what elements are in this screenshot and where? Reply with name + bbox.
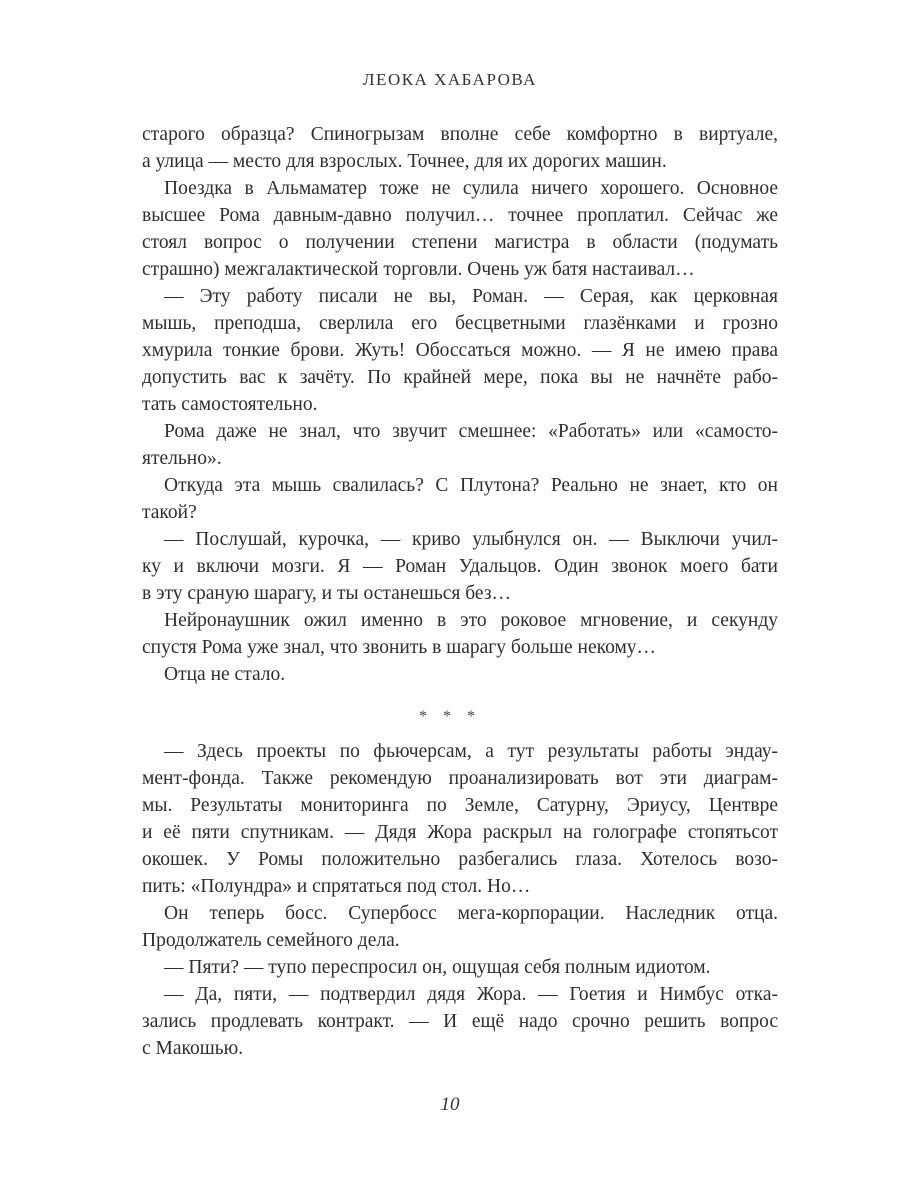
text-line: а улица — место для взрослых. Точнее, для их дорогих машин.	[142, 151, 667, 172]
text-line: Откуда эта мышь свалилась? С Плутона? Реально не знает, кто он	[164, 475, 778, 496]
text-line: — Да, пяти, — подтвердил дядя Жора. — Гоетия и Нимбус отка-	[164, 984, 778, 1005]
paragraph	[142, 981, 778, 1062]
text-line: — Послушай, курочка, — криво улыбнулся он. — Выключи учил-	[164, 529, 778, 550]
text-line: Нейронаушник ожил именно в это роковое мгновение, и секунду	[164, 610, 778, 631]
text-line: мы. Результаты мониторинга по Земле, Сатурну, Эриусу, Центвре	[142, 795, 778, 816]
paragraph	[142, 661, 778, 688]
text-line: ку и включи мозги. Я — Роман Удальцов. Один звонок моего бати	[142, 556, 778, 577]
text-line: окошек. У Ромы положительно разбегались глаза. Хотелось возо-	[142, 849, 778, 870]
running-head-author: ЛЕОКА ХАБАРОВА	[363, 70, 537, 89]
text-line: хмурила тонкие брови. Жуть! Обоссаться можно. — Я не имею права	[142, 340, 778, 361]
text-line: Продолжатель семейного дела.	[142, 930, 400, 951]
paragraph	[142, 954, 778, 981]
text-line: пить: «Полундра» и спрятаться под стол. Но…	[142, 876, 531, 897]
text-block-after-break	[142, 738, 778, 1062]
text-line: допустить вас к зачёту. По крайней мере, пока вы не начнёте рабо-	[142, 367, 778, 388]
paragraph	[142, 418, 778, 472]
text-line: высшее Рома давным-давно получил… точнее проплатил. Сейчас же	[142, 205, 778, 226]
text-line: — Пяти? — тупо переспросил он, ощущая себя полным идиотом.	[164, 957, 711, 978]
paragraph	[142, 472, 778, 526]
section-break: * * *	[419, 708, 481, 725]
paragraph	[142, 900, 778, 954]
text-block-before-break	[142, 121, 778, 688]
page-number: 10	[440, 1094, 460, 1115]
text-line: такой?	[142, 502, 197, 523]
paragraph	[142, 526, 778, 607]
text-line: — Здесь проекты по фьючерсам, а тут результаты работы эндау-	[164, 741, 778, 762]
paragraph	[142, 175, 778, 283]
text-line: Рома даже не знал, что звучит смешнее: «Работать» или «самосто-	[164, 421, 778, 442]
text-line: стоял вопрос о получении степени магистра в области (подумать	[142, 232, 778, 253]
text-line: тать самостоятельно.	[142, 394, 318, 415]
text-line: спустя Рома уже знал, что звонить в шарагу больше некому…	[142, 637, 657, 658]
paragraph	[142, 738, 778, 900]
paragraph	[142, 121, 778, 175]
paragraph	[142, 607, 778, 661]
text-line: в эту сраную шарагу, и ты останешься без…	[142, 583, 512, 604]
text-line: и её пяти спутникам. — Дядя Жора раскрыл на голографе стопятьсот	[142, 822, 778, 843]
text-line: мент-фонда. Также рекомендую проанализировать вот эти диаграм-	[142, 768, 778, 789]
text-line: страшно) межгалактической торговли. Очень уж батя настаивал…	[142, 259, 695, 280]
text-line: с Макошью.	[142, 1038, 244, 1059]
text-line: зались продлевать контракт. — И ещё надо срочно решить вопрос	[142, 1011, 778, 1032]
text-line: Поездка в Альмаматер тоже не сулила ничего хорошего. Основное	[164, 178, 778, 199]
text-line: ятельно».	[142, 448, 222, 469]
text-line: мышь, преподша, сверлила его бесцветными глазёнками и грозно	[142, 313, 778, 334]
text-line: — Эту работу писали не вы, Роман. — Серая, как церковная	[164, 286, 778, 307]
paragraph	[142, 283, 778, 418]
text-line: Отца не стало.	[164, 664, 286, 685]
text-line: Он теперь босс. Супербосс мега-корпорации. Наследник отца.	[164, 903, 778, 924]
text-line: старого образца? Спиногрызам вполне себе комфортно в виртуале,	[142, 124, 778, 145]
